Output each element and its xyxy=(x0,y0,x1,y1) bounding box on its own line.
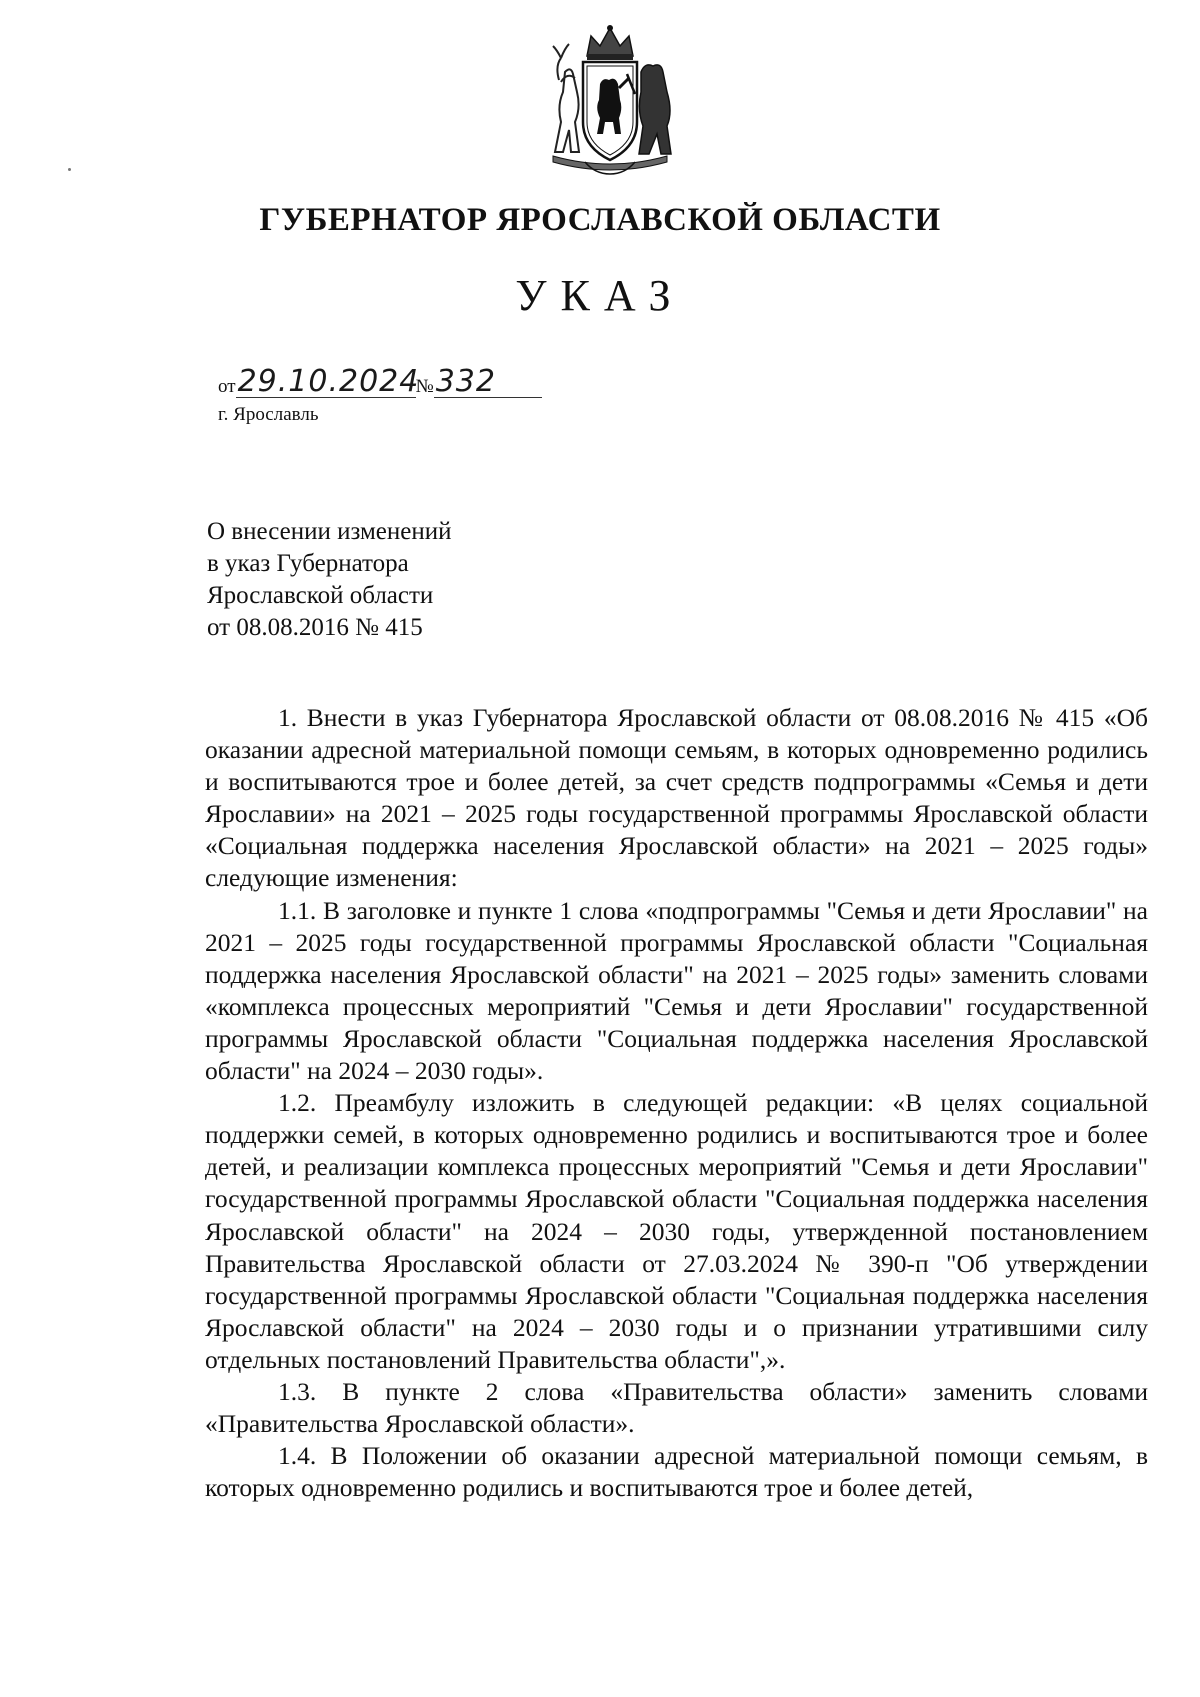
document-subject xyxy=(207,516,452,644)
handwritten-number: 332 xyxy=(434,367,542,398)
coat-of-arms-icon xyxy=(545,22,675,182)
document-type: УКАЗ xyxy=(515,271,685,320)
scan-speck xyxy=(68,168,71,171)
paragraph-1-2: 1.2. Преамбулу изложить в следующей редакции: «В целях социальной поддержки семей, в которых одновременно родились и воспитываются трое и более детей, и реализации комплекса процессных мероприятий "Семья и дети Ярославии" государственной программы Ярославской области "Социальная поддержка населения Ярославской области" на 2024 – 2030 годы, утвержденной постановлением Правительства Ярославской области от 27.03.2024 № 390-п "Об утверждении государственной программы Ярославской области "Социальная поддержка населения Ярославской области" на 2024 – 2030 годы и о признании утратившими силу отдельных постановлений Правительства области",». xyxy=(205,1088,1148,1374)
subject-line: в указ Губернатора xyxy=(207,550,409,577)
paragraph-1-4: 1.4. В Положении об оказании адресной материальной помощи семьям, в которых одновременно родились и воспитываются трое и более детей, xyxy=(205,1441,1148,1503)
paragraph-1: 1. Внести в указ Губернатора Ярославской области от 08.08.2016 № 415 «Об оказании адресной материальной помощи семьям, в которых одновременно родились и воспитываются трое и более детей, за счет средств подпрограммы «Семья и дети Ярославии» на 2021 – 2025 годы государственной программы Ярославской области «Социальная поддержка населения Ярославской области» на 2021 – 2025 годы» следующие изменения: xyxy=(205,703,1148,893)
date-prefix: от xyxy=(218,376,236,397)
city: г. Ярославль xyxy=(218,404,319,425)
date-number-line xyxy=(218,364,542,399)
paragraph-1-1: 1.1. В заголовке и пункте 1 слова «подпрограммы "Семья и дети Ярославии" на 2021 – 2025 годы государственной программы Ярославской области "Социальная поддержка населения Ярославской области" на 2021 – 2025 годы» заменить словами «комплекса процессных мероприятий "Семья и дети Ярославии" государственной программы Ярославской области "Социальная поддержка населения Ярославской области" на 2024 – 2030 годы». xyxy=(205,895,1148,1086)
issuing-authority: ГУБЕРНАТОР ЯРОСЛАВСКОЙ ОБЛАСТИ xyxy=(259,202,941,238)
number-prefix: № xyxy=(415,376,434,397)
subject-line: О внесении изменений xyxy=(207,518,452,545)
subject-line: от 08.08.2016 № 415 xyxy=(207,614,423,641)
paragraph-1-3: 1.3. В пункте 2 слова «Правительства области» заменить словами «Правительства Ярославской области». xyxy=(205,1376,1148,1439)
handwritten-date: 29.10.2024 xyxy=(237,364,420,399)
subject-line: Ярославской области xyxy=(207,582,434,609)
document-body xyxy=(205,702,1148,1504)
